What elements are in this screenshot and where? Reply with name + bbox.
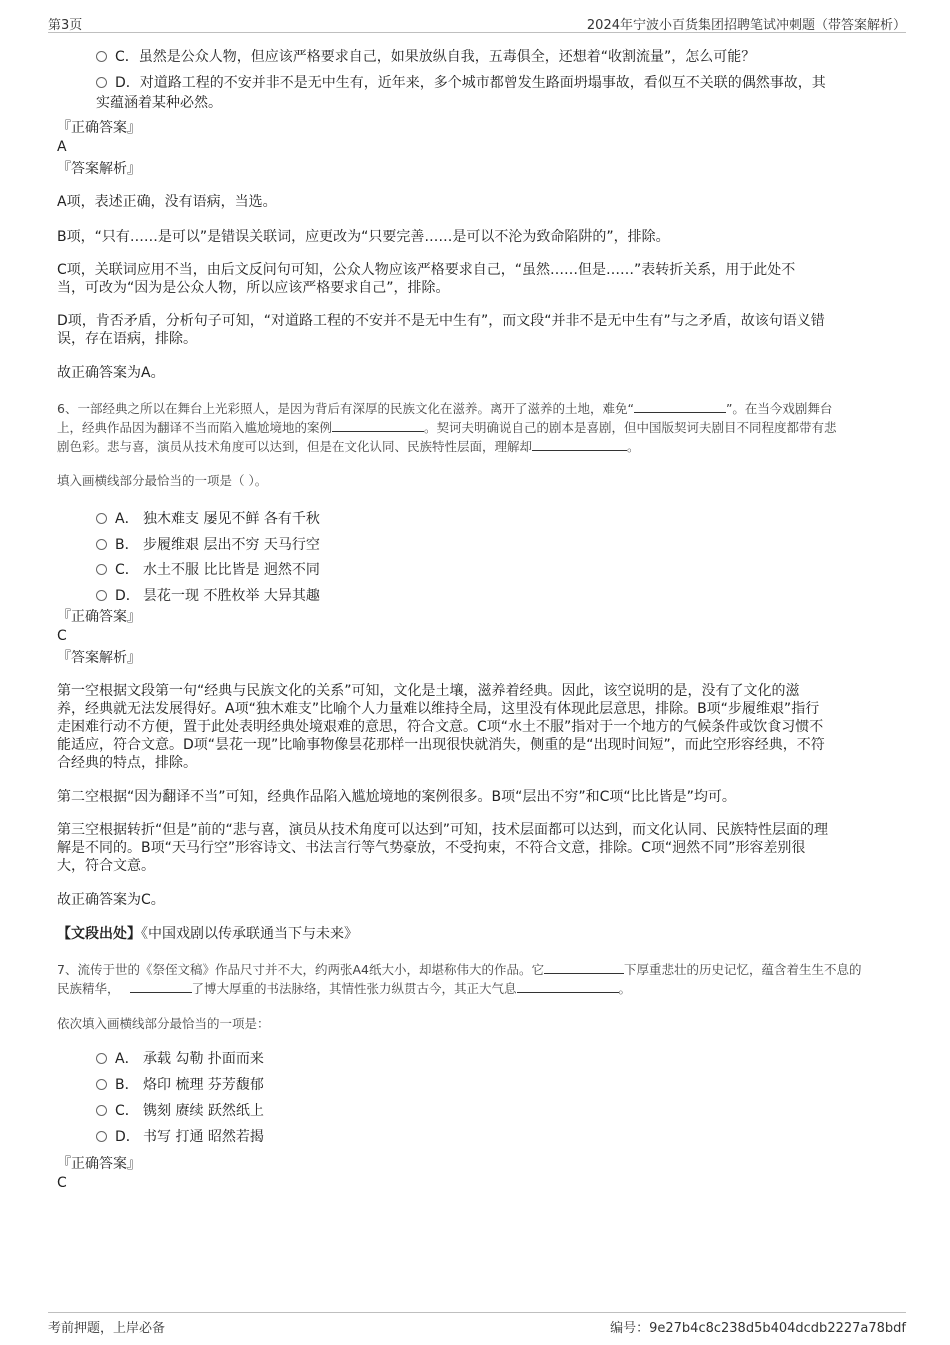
radio-icon[interactable] <box>96 51 107 62</box>
q5-answer-label: 『正确答案』 <box>57 120 141 136</box>
q7-option-c[interactable] <box>96 1102 264 1120</box>
q6-analysis-line: 解是不同的。B项“天马行空”形容诗文、书法言行等气势豪放，不受拘束，不符合文意，排除。C项“迥然不同”形容差别很 <box>57 840 806 856</box>
q6-analysis-line: 大，符合文意。 <box>57 858 155 874</box>
q7-stem-line1: 7、流传于世的《祭侄文稿》作品尺寸并不大，约两张A4纸大小，却堪称伟大的作品。它 下厚重悲壮的历史记忆，蕴含着生生不息的 <box>57 962 862 977</box>
q7-prompt: 依次填入画横线部分最恰当的一项是： <box>57 1016 270 1031</box>
q6-stem-line3: 剧色彩。悲与喜，演员从技术角度可以达到，但是在文化认同、民族特性层面，理解却 。 <box>57 439 640 454</box>
option-text: 水土不服 比比皆是 迥然不同 <box>143 562 320 578</box>
q7-option-d[interactable] <box>96 1128 264 1146</box>
option-letter: D． <box>115 588 140 604</box>
q7-answer: C <box>57 1175 67 1191</box>
fill-blank[interactable] <box>332 419 424 432</box>
q6-analysis-label: 『答案解析』 <box>57 650 141 666</box>
option-letter: C． <box>115 1103 139 1119</box>
option-letter: A． <box>115 511 139 527</box>
q6-analysis-line: 第三空根据转折“但是”前的“悲与喜，演员从技术角度可以达到”可知，技术层面都可以达到，而文化认同、民族特性层面的理 <box>57 822 829 838</box>
option-letter: B． <box>115 537 139 553</box>
q6-analysis-p2: 第二空根据“因为翻译不当”可知，经典作品陷入尴尬境地的案例很多。B项“层出不穷”和C项“比比皆是”均可。 <box>57 789 736 805</box>
q7-answer-label: 『正确答案』 <box>57 1156 141 1172</box>
q5-analysis-line: 当，可改为“因为是公众人物，所以应该严格要求自己”，排除。 <box>57 280 450 296</box>
q5-answer: A <box>57 139 67 155</box>
footer-slogan: 考前押题，上岸必备 <box>48 1321 166 1336</box>
q5-analysis-line: D项，肯否矛盾，分析句子可知，“对道路工程的不安并不是无中生有”，而文段“并非不是无中生有”与之矛盾，故该句语义错 <box>57 313 825 329</box>
code-value: 9e27b4c8c238d5b404dcdb2227a78bdf <box>649 1321 906 1336</box>
option-text: 承载 勾勒 扑面而来 <box>143 1051 264 1067</box>
fill-blank[interactable] <box>130 980 192 993</box>
q5-analysis-line: C项，关联词应用不当，由后文反问句可知，公众人物应该严格要求自己，“虽然……但是……”表转折关系，用于此处不 <box>57 262 796 278</box>
source-label: 【文段出处】 <box>57 926 141 942</box>
radio-icon[interactable] <box>96 1079 107 1090</box>
source-text: 《中国戏剧以传承联通当下与未来》 <box>141 926 358 942</box>
page-number: 第3页 <box>48 18 83 33</box>
q6-option-c[interactable] <box>96 561 320 579</box>
footer-code <box>610 1317 906 1336</box>
page-header <box>48 12 906 33</box>
document-title: 2024年宁波小百货集团招聘笔试冲刺题（带答案解析） <box>586 18 906 33</box>
q6-prompt: 填入画横线部分最恰当的一项是（ ）。 <box>57 473 268 488</box>
q7-option-b[interactable] <box>96 1076 264 1094</box>
option-text: 独木难支 屡见不鲜 各有千秋 <box>143 511 320 527</box>
option-text: 书写 打通 昭然若揭 <box>143 1129 264 1145</box>
q6-option-d[interactable] <box>96 587 320 605</box>
q5-option-c[interactable] <box>96 48 896 66</box>
radio-icon[interactable] <box>96 513 107 524</box>
radio-icon[interactable] <box>96 564 107 575</box>
q5-analysis-label: 『答案解析』 <box>57 161 141 177</box>
option-letter: D． <box>115 75 140 91</box>
q5-analysis-line: B项，“只有……是可以”是错误关联词，应更改为“只要完善……是可以不沦为致命陷阱的”，排除。 <box>57 229 670 245</box>
q6-analysis-line: 第一空根据文段第一句“经典与民族文化的关系”可知，文化是土壤，滋养着经典。因此，该空说明的是，没有了文化的滋 <box>57 683 800 699</box>
code-label: 编号： <box>610 1321 650 1336</box>
option-letter: D． <box>115 1129 140 1145</box>
radio-icon[interactable] <box>96 1053 107 1064</box>
q6-source <box>57 926 358 943</box>
fill-blank[interactable] <box>634 400 726 413</box>
radio-icon[interactable] <box>96 1131 107 1142</box>
fill-blank[interactable] <box>532 438 627 451</box>
q6-conclusion: 故正确答案为C。 <box>57 892 165 908</box>
q5-option-d[interactable] <box>96 74 896 92</box>
q5-analysis-line: A项，表述正确，没有语病，当选。 <box>57 194 277 210</box>
q7-option-a[interactable] <box>96 1050 264 1068</box>
q6-analysis-line: 能适应，符合文意。D项“昙花一现”比喻事物像昙花那样一出现很快就消失，侧重的是“出现时间短”，而此空形容经典，不符 <box>57 737 825 753</box>
radio-icon[interactable] <box>96 590 107 601</box>
option-text: 昙花一现 不胜枚举 大异其趣 <box>143 588 320 604</box>
q6-answer-label: 『正确答案』 <box>57 609 141 625</box>
q6-answer: C <box>57 628 67 644</box>
option-letter: C． <box>115 562 139 578</box>
q6-option-a[interactable] <box>96 510 320 528</box>
option-letter: C． <box>115 49 139 65</box>
radio-icon[interactable] <box>96 539 107 550</box>
q6-analysis-line: 合经典的特点，排除。 <box>57 755 197 771</box>
q7-stem-line2: 民族精华， 了博大厚重的书法脉络，其情性张力纵贯古今，其正大气息 。 <box>57 981 632 996</box>
q5-conclusion: 故正确答案为A。 <box>57 365 165 381</box>
radio-icon[interactable] <box>96 1105 107 1116</box>
q5-option-d-line2: 实蕴涵着某种必然。 <box>96 95 222 111</box>
q6-option-b[interactable] <box>96 536 320 554</box>
q6-analysis-line: 走困难行动不方便，置于此处表明经典处境艰难的意思，符合文意。C项“水土不服”指对于一个地方的气候条件或饮食习惯不 <box>57 719 824 735</box>
q6-stem-line1: 6、一部经典之所以在舞台上光彩照人，是因为背后有深厚的民族文化在滋养。离开了滋养的土地，难免“ ”。在当今戏剧舞台 <box>57 401 833 416</box>
option-letter: A． <box>115 1051 139 1067</box>
option-text: 虽然是公众人物，但应该严格要求自己，如果放纵自我，五毒俱全，还想着“收割流量”，怎么可能？ <box>138 49 756 65</box>
option-text: 步履维艰 层出不穷 天马行空 <box>143 537 320 553</box>
option-text: 对道路工程的不安并非不是无中生有，近年来，多个城市都曾发生路面坍塌事故，看似互不关联的偶然事故，其 <box>139 75 826 91</box>
q5-analysis-line: 误，存在语病，排除。 <box>57 331 197 347</box>
page-footer <box>48 1312 906 1335</box>
option-letter: B． <box>115 1077 139 1093</box>
option-text: 烙印 梳理 芬芳馥郁 <box>143 1077 264 1093</box>
radio-icon[interactable] <box>96 77 107 88</box>
fill-blank[interactable] <box>544 961 624 974</box>
q6-analysis-line: 养，经典就无法发展得好。A项“独木难支”比喻个人力量难以维持全局，这里没有体现此层意思，排除。B项“步履维艰”指行 <box>57 701 820 717</box>
option-text: 镌刻 赓续 跃然纸上 <box>143 1103 264 1119</box>
fill-blank[interactable] <box>517 980 619 993</box>
q6-stem-line2: 上，经典作品因为翻译不当而陷入尴尬境地的案例 。契诃夫明确说自己的剧本是喜剧，但中国版契诃夫剧目不同程度都带有悲 <box>57 420 837 435</box>
